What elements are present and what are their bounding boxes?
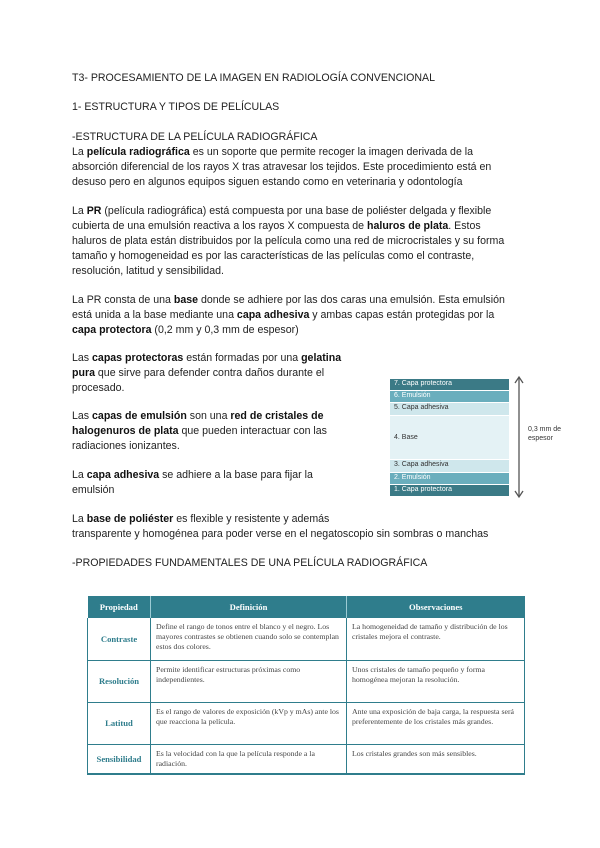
property-name: Sensibilidad bbox=[88, 744, 151, 774]
paragraph-line: La película radiográfica es un soporte que permite recoger la imagen derivada de la bbox=[72, 146, 474, 158]
properties-table bbox=[87, 596, 525, 775]
paragraph-line: radiaciones ionizantes. bbox=[72, 440, 180, 452]
layer-6: 6. Emulsión bbox=[390, 391, 509, 402]
paragraph-line: La PR (película radiográfica) está compuesta por una base de poliéster delgada y flexible bbox=[72, 205, 492, 217]
paragraph-line: halogenuros de plata que pueden interactuar con las bbox=[72, 425, 327, 437]
layer-7: 7. Capa protectora bbox=[390, 379, 509, 390]
subsection-heading: -ESTRUCTURA DE LA PELÍCULA RADIOGRÁFICA bbox=[72, 131, 318, 143]
paragraph-line: transparente y homogénea para poder verse en el negatoscopio sin sombras o manchas bbox=[72, 528, 489, 540]
paragraph-line: Las capas protectoras están formadas por una gelatina bbox=[72, 352, 342, 364]
column-header: Propiedad bbox=[88, 596, 151, 618]
paragraph-line: La PR consta de una base donde se adhiere por las dos caras una emulsión. Esta emulsión bbox=[72, 294, 505, 306]
table-row bbox=[88, 744, 525, 774]
property-observation: Unos cristales de tamaño pequeño y forma homogénea mejoran la resolución. bbox=[347, 660, 525, 702]
paragraph-line: cubierta de una emulsión reactiva a los rayos X compuesta de haluros de plata. Estos bbox=[72, 220, 481, 232]
layer-3: 3. Capa adhesiva bbox=[390, 460, 509, 472]
paragraph-line: está unida a la base mediante una capa adhesiva y ambas capas están protegidas por la bbox=[72, 309, 495, 321]
property-definition: Permite identificar estructuras próximas como independientes. bbox=[151, 660, 347, 702]
property-definition: Es el rango de valores de exposición (kVp y mAs) ante los que reacciona la película. bbox=[151, 702, 347, 744]
paragraph-line: emulsión bbox=[72, 484, 115, 496]
property-name: Latitud bbox=[88, 702, 151, 744]
property-name: Resolución bbox=[88, 660, 151, 702]
property-definition: Define el rango de tonos entre el blanco y el negro. Los mayores contrastes se obtienen cuando solo se contemplan estos dos colores. bbox=[151, 618, 347, 660]
layer-5: 5. Capa adhesiva bbox=[390, 403, 509, 415]
paragraph-line: procesado. bbox=[72, 382, 125, 394]
paragraph-line: La base de poliéster es flexible y resistente y además bbox=[72, 513, 330, 525]
column-header: Definición bbox=[151, 596, 347, 618]
layer-2: 2. Emulsión bbox=[390, 473, 509, 484]
property-name: Contraste bbox=[88, 618, 151, 660]
property-observation: La homogeneidad de tamaño y distribución de los cristales mejora el contraste. bbox=[347, 618, 525, 660]
property-definition: Es la velocidad con la que la película responde a la radiación. bbox=[151, 744, 347, 774]
paragraph-line: resolución, latitud y sensibilidad. bbox=[72, 265, 224, 277]
thickness-arrow bbox=[512, 374, 526, 500]
layer-4: 4. Base bbox=[390, 416, 509, 459]
thickness-label: 0,3 mm de espesor bbox=[528, 426, 562, 442]
table-header-row bbox=[88, 596, 525, 618]
paragraph-line: tamaño y homogeneidad es por las características de las películas como el contraste, bbox=[72, 250, 475, 262]
paragraph-line: Las capas de emulsión son una red de cristales de bbox=[72, 410, 324, 422]
table-row bbox=[88, 618, 525, 660]
column-header: Observaciones bbox=[347, 596, 525, 618]
table-row bbox=[88, 702, 525, 744]
subsection-heading: -PROPIEDADES FUNDAMENTALES DE UNA PELÍCULA RADIOGRÁFICA bbox=[72, 557, 428, 569]
property-observation: Los cristales grandes son más sensibles. bbox=[347, 744, 525, 774]
layer-1: 1. Capa protectora bbox=[390, 485, 509, 496]
paragraph-line: capa protectora (0,2 mm y 0,3 mm de espesor) bbox=[72, 324, 299, 336]
paragraph-line: haluros de plata están distribuidos por la película como una red de microcristales y su forma bbox=[72, 235, 505, 247]
section-heading: 1- ESTRUCTURA Y TIPOS DE PELÍCULAS bbox=[72, 101, 280, 113]
paragraph-line: absorción diferencial de los rayos X tras atravesar los tejidos. Este procedimiento está en bbox=[72, 161, 492, 173]
page-title: T3- PROCESAMIENTO DE LA IMAGEN EN RADIOLOGÍA CONVENCIONAL bbox=[72, 72, 436, 84]
table-row bbox=[88, 660, 525, 702]
paragraph-line: La capa adhesiva se adhiere a la base para fijar la bbox=[72, 469, 313, 481]
paragraph-line: pura que sirve para defender contra daños durante el bbox=[72, 367, 325, 379]
paragraph-line: desuso pero en algunos equipos siguen estando como en veterinaria y odontología bbox=[72, 176, 463, 188]
property-observation: Ante una exposición de baja carga, la respuesta será preferentemente de los cristales más grandes. bbox=[347, 702, 525, 744]
